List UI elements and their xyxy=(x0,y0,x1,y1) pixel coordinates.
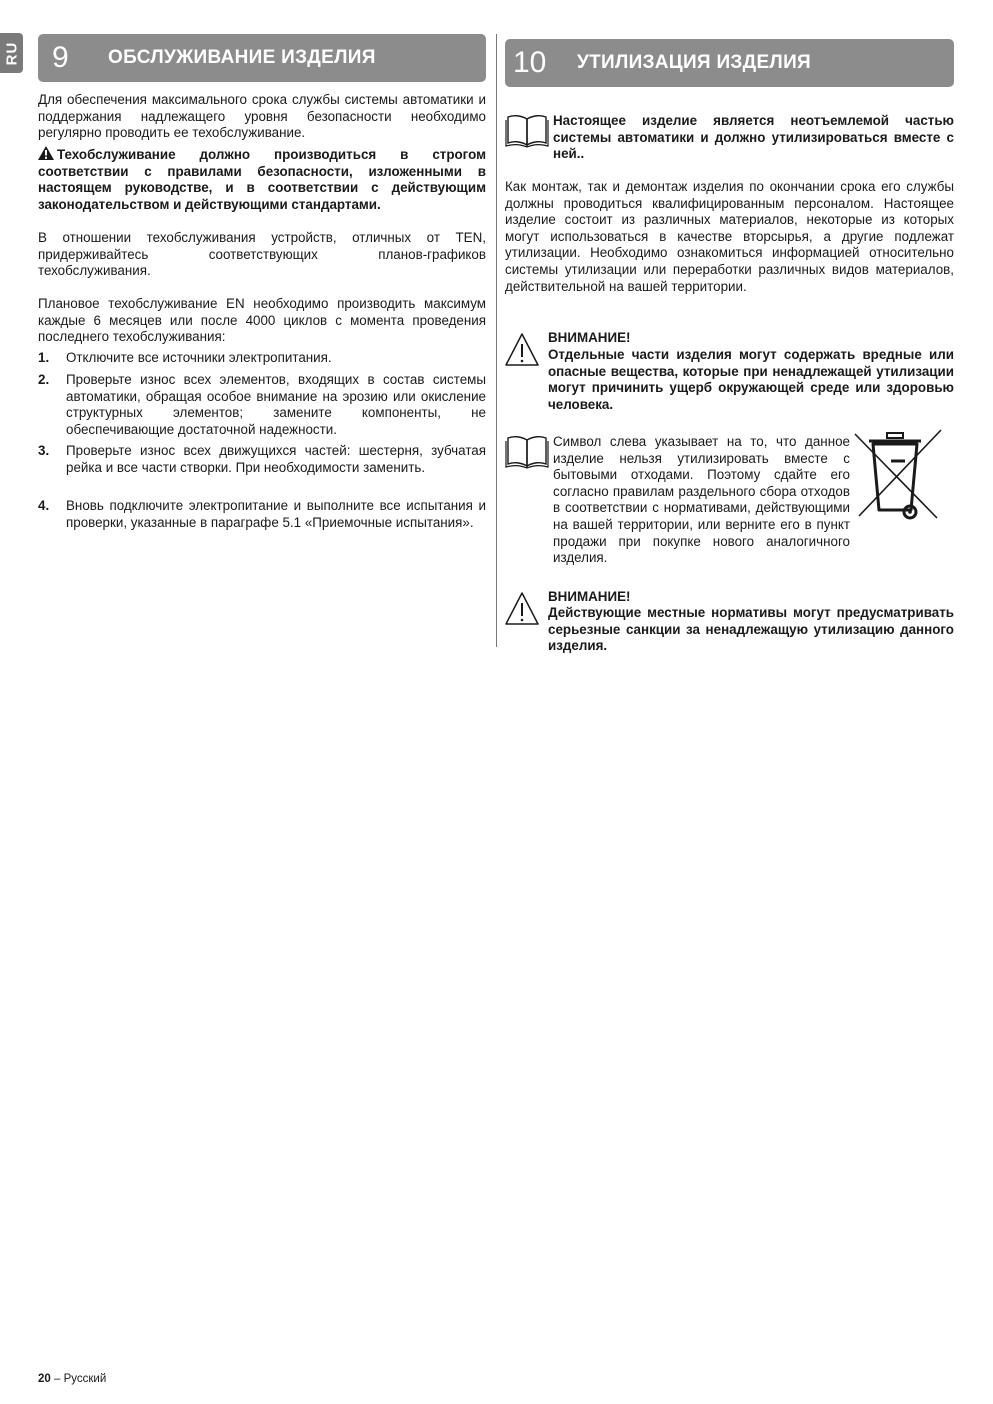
list-item-text: Проверьте износ всех движущихся частей: шестерня, зубчатая рейка и все части створки. При необходимости заменить. xyxy=(66,443,486,475)
section-10-attention1-title: ВНИМАНИЕ! xyxy=(548,330,631,345)
section-10-book-note: Настоящее изделие является неотъемлемой частью системы автоматики и должно утилизироваться вместе с ней.. xyxy=(553,113,954,162)
list-item xyxy=(38,498,486,531)
list-item-text: Проверьте износ всех элементов, входящих в состав системы автоматики, обращая особое внимание на эрозию или окисление структурных элементов; замените компоненты, не обеспечивающие достаточной надежности. xyxy=(66,372,486,437)
language-tab xyxy=(0,33,23,73)
section-9-intro: Для обеспечения максимального срока службы системы автоматики и поддержания надлежащего уровня безопасности необходимо регулярно проводить ее техобслуживание. xyxy=(38,92,486,141)
list-item-number: 4. xyxy=(38,498,50,513)
section-10-para1: Как монтаж, так и демонтаж изделия по окончании срока его службы должны проводиться квалифицированным персоналом. Настоящее изделие состоит из различных материалов, некоторые из которых могут использоваться в качестве вторсырья, а другие подлежат утилизации. Необходимо ознакомиться информацией относительно системы утилизации или переработки различных видов материалов, действительной на вашей территории. xyxy=(505,179,954,294)
footer-separator: – xyxy=(50,1373,64,1385)
warning-icon xyxy=(504,332,540,368)
page-footer xyxy=(38,1373,106,1385)
section-9-other-devices: В отношении техобслуживания устройств, отличных от TEN, придерживайтесь соответствующих планов-графиков техобслуживания. xyxy=(38,230,486,279)
list-item-text: Отключите все источники электропитания. xyxy=(66,350,332,365)
book-icon xyxy=(505,114,549,148)
section-10-symbol-note: Символ слева указывает на то, что данное изделие нельзя утилизировать вместе с бытовыми отходами. Поэтому сдайте его согласно правилам раздельного сбора отходов в соответствии с нормативами, действующими на вашей территории, или верните его в пункт продажи при покупке нового аналогичного изделия. xyxy=(553,434,850,566)
list-item-text: Вновь подключите электропитание и выполните все испытания и проверки, указанные в параграфе 5.1 «Приемочные испытания». xyxy=(66,498,486,530)
list-item-number: 2. xyxy=(38,372,50,387)
book-icon xyxy=(505,435,549,469)
warning-icon xyxy=(504,591,540,627)
list-item xyxy=(38,443,486,476)
section-9-header xyxy=(38,34,486,82)
list-item-number: 1. xyxy=(38,350,50,365)
section-9-number: 9 xyxy=(52,41,69,74)
section-10-number: 10 xyxy=(513,46,547,79)
list-item xyxy=(38,372,486,438)
section-10-attention2-text: Действующие местные нормативы могут предусматривать серьезные санкции за ненадлежащую утилизацию данного изделия. xyxy=(548,605,954,654)
list-item xyxy=(38,350,486,367)
list-item-number: 3. xyxy=(38,443,50,458)
section-10-attention1-text: Отдельные части изделия могут содержать вредные или опасные вещества, которые при ненадлежащей утилизации могут причинить ущерб окружающей среде или здоровью человека. xyxy=(548,347,954,412)
page-number: 20 xyxy=(38,1373,51,1385)
section-10-header xyxy=(505,39,954,87)
crossed-bin-icon xyxy=(853,428,943,524)
footer-language: Русский xyxy=(63,1373,107,1385)
column-divider xyxy=(496,34,497,647)
section-9-planned: Плановое техобслуживание EN необходимо производить максимум каждые 6 месяцев или после 4000 циклов с момента проведения последнего техобслуживания: xyxy=(38,296,486,345)
section-10-attention2-title: ВНИМАНИЕ! xyxy=(548,589,631,604)
warning-triangle-icon xyxy=(38,146,54,160)
language-tab-label: RU xyxy=(3,41,21,65)
section-9-warning-text: Техобслуживание должно производиться в строгом соответствии с правилами безопасности, изложенными в настоящем руководстве, и в соответствии с действующим законодательством и действующими стандартами. xyxy=(38,147,486,212)
section-10-title: УТИЛИЗАЦИЯ ИЗДЕЛИЯ xyxy=(577,52,811,73)
section-9-title: ОБСЛУЖИВАНИЕ ИЗДЕЛИЯ xyxy=(108,47,376,68)
section-9-warning xyxy=(38,146,486,213)
